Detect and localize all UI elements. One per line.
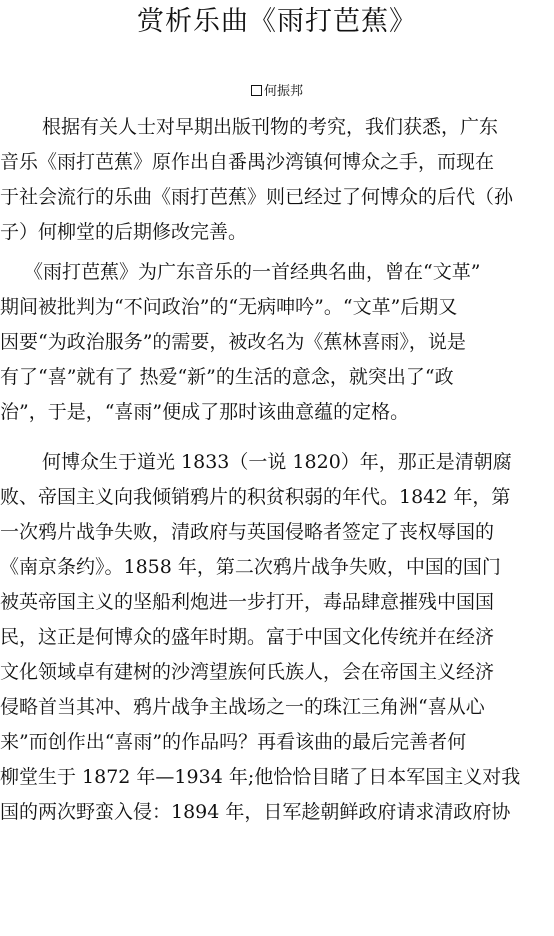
- text-line: 柳堂生于 1872 年—1934 年;他恰恰目睹了日本军国主义对我: [0, 766, 521, 788]
- text-line: 民，这正是何博众的盛年时期。富于中国文化传统并在经济: [0, 626, 495, 648]
- text-line: 侵略首当其冲、鸦片战争主战场之一的珠江三角洲“喜从心: [0, 696, 485, 718]
- author-box-icon: [251, 85, 262, 96]
- text-line: 被英帝国主义的坚船利炮进一步打开，毒品肆意摧残中国国: [0, 591, 495, 613]
- text-line: 治”，于是，“喜雨”便成了那时该曲意蕴的定格。: [0, 401, 410, 423]
- text-line: 根据有关人士对早期出版刊物的考究，我们获悉，广东: [42, 116, 499, 138]
- text-line: 音乐《雨打芭蕉》原作出自番禺沙湾镇何博众之手，而现在: [0, 151, 495, 173]
- text-line: 败、帝国主义向我倾销鸦片的积贫积弱的年代。1842 年，第: [0, 486, 511, 508]
- text-line: 期间被批判为“不问政治”的“无病呻吟”。“文革”后期又: [0, 296, 458, 318]
- text-line: 一次鸦片战争失败，清政府与英国侵略者签定了丧权辱国的: [0, 521, 495, 543]
- author-line: [0, 82, 554, 102]
- text-line: 来”而创作出“喜雨”的作品吗？再看该曲的最后完善者何: [0, 731, 467, 753]
- text-line: 国的两次野蛮入侵：1894 年，日军趁朝鲜政府请求清政府协: [0, 801, 511, 823]
- author-name: 何振邦: [263, 84, 303, 99]
- text-line: 何博众生于道光 1833（一说 1820）年，那正是清朝腐: [42, 451, 512, 473]
- text-line: 《雨打芭蕉》为广东音乐的一首经典名曲，曾在“文革”: [24, 261, 481, 283]
- text-line: 文化领域卓有建树的沙湾望族何氏族人，会在帝国主义经济: [0, 661, 495, 683]
- text-line: 子）何柳堂的后期修改完善。: [0, 221, 248, 243]
- text-line: 于社会流行的乐曲《雨打芭蕉》则已经过了何博众的后代（孙: [0, 186, 514, 208]
- text-line: 《南京条约》。1858 年，第二次鸦片战争失败，中国的国门: [0, 556, 501, 578]
- text-line: 有了“喜”就有了 热爱“新”的生活的意念，就突出了“政: [0, 366, 454, 388]
- page-title: 赏析乐曲《雨打芭蕉》: [137, 6, 417, 37]
- text-line: 因要“为政治服务”的需要，被改名为《蕉林喜雨》，说是: [0, 331, 466, 353]
